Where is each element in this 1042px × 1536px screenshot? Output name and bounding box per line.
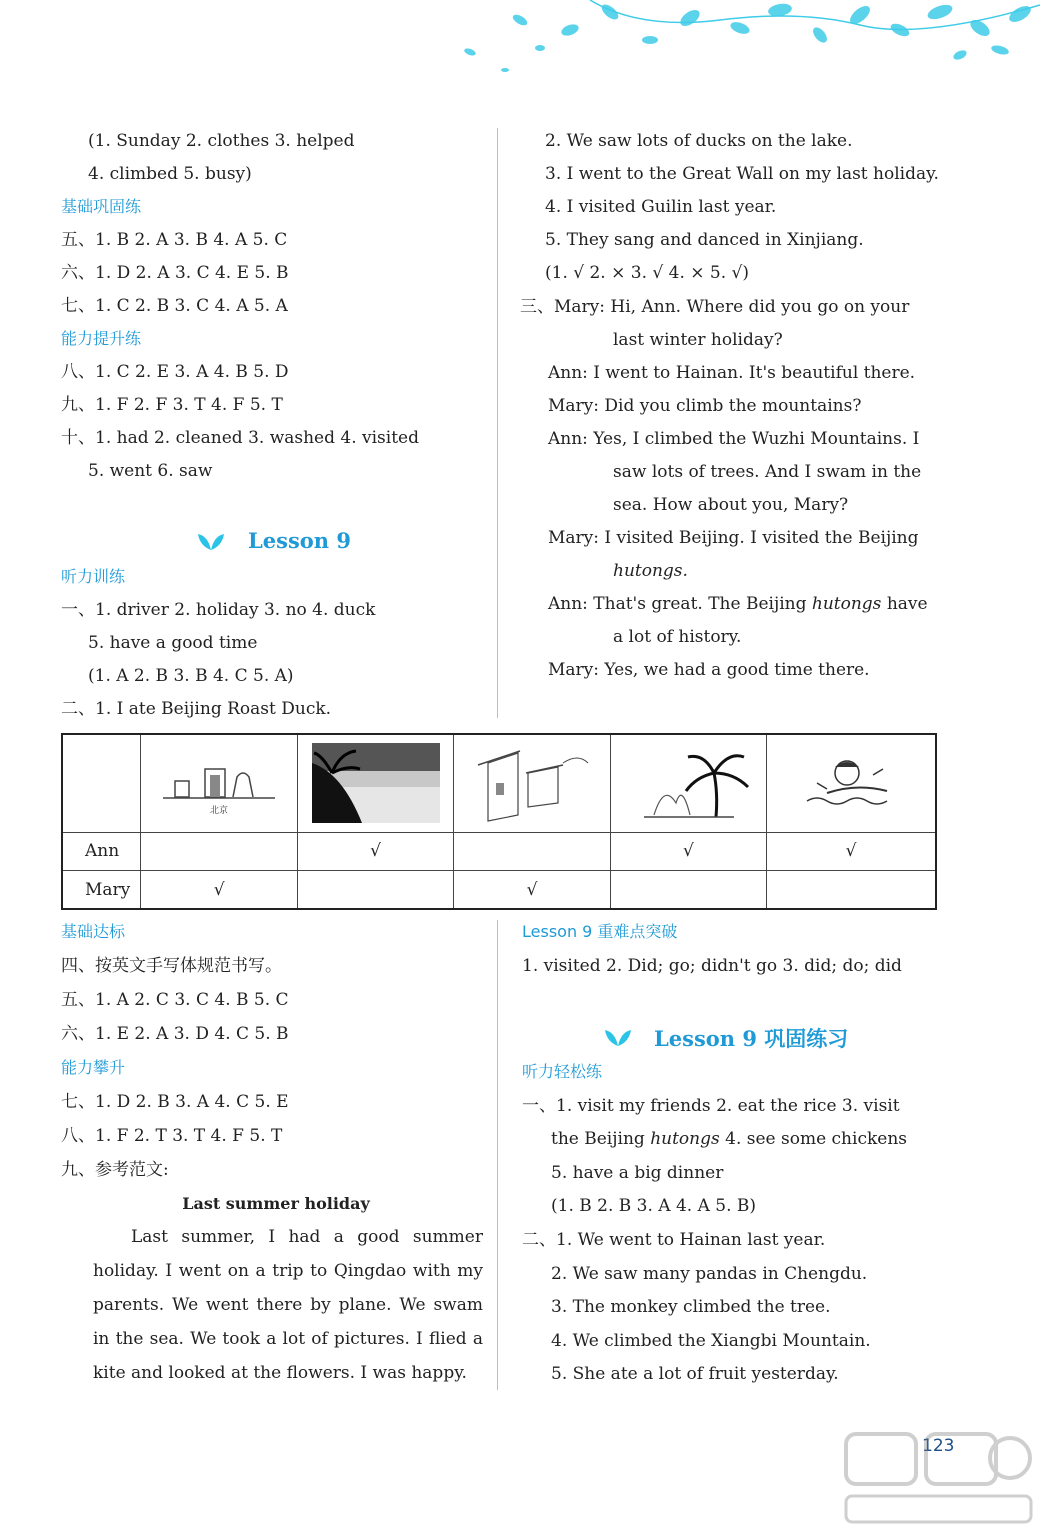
section-heading-ability-climb: 能力攀升 — [61, 1058, 126, 1077]
dialogue-line: Mary: Did you climb the mountains? — [548, 396, 862, 416]
answer-line: 4. I visited Guilin last year. — [545, 197, 777, 217]
answer-line: 2. We saw many pandas in Chengdu. — [551, 1264, 868, 1284]
answer-line: 3. The monkey climbed the tree. — [551, 1297, 831, 1317]
page-number: 123 — [922, 1436, 955, 1456]
answer-line: 一、1. driver 2. holiday 3. no 4. duck — [61, 600, 376, 620]
answer-line: 1. visited 2. Did; go; didn't go 3. did; do; did — [522, 956, 902, 976]
dialogue-line: last winter holiday? — [613, 330, 783, 350]
column-divider-top — [497, 128, 498, 718]
picture-cell — [454, 734, 610, 832]
answer-line: 八、1. C 2. E 3. A 4. B 5. D — [61, 362, 289, 382]
answer-line: 八、1. F 2. T 3. T 4. F 5. T — [61, 1126, 283, 1146]
dialogue-line: Ann: Yes, I climbed the Wuzhi Mountains. I — [548, 429, 920, 449]
leaf-icon — [603, 1026, 633, 1048]
picture-cell — [610, 734, 766, 832]
answer-line: 六、1. D 2. A 3. C 4. E 5. B — [61, 263, 289, 283]
dialogue-line: Ann: I went to Hainan. It's beautiful there. — [548, 363, 916, 383]
swimming-picture — [787, 743, 915, 823]
section-heading-basic: 基础巩固练 — [61, 197, 142, 216]
check-cell: √ — [767, 832, 936, 870]
essay-text: Last summer, I had a good summer holiday. I went on a trip to Qingdao with my parents. We went there by plane. We swam in the sea. We took a lot of pictures. I flied a kite and looked at the flowers. I was happy. — [93, 1227, 483, 1383]
holiday-table — [61, 733, 937, 910]
section-heading-easy-listening: 听力轻松练 — [522, 1062, 603, 1081]
picture-cell — [297, 734, 453, 832]
check-cell — [454, 832, 610, 870]
dialogue-line: a lot of history. — [613, 627, 742, 647]
answer-line: (1. B 2. B 3. A 4. A 5. B) — [551, 1196, 757, 1216]
check-cell: √ — [297, 832, 453, 870]
dialogue-line: hutongs. — [613, 561, 688, 581]
answer-line: (1. √ 2. × 3. √ 4. × 5. √) — [545, 263, 749, 283]
svg-text:北京: 北京 — [210, 806, 229, 817]
answer-line: 九、参考范文: — [61, 1160, 169, 1180]
answer-line: 3. I went to the Great Wall on my last holiday. — [545, 164, 939, 184]
dialogue-line: Ann: That's great. The Beijing hutongs have — [548, 594, 928, 614]
column-divider-bottom — [497, 920, 498, 1390]
decorative-leaves — [440, 0, 1042, 90]
answer-line: 七、1. C 2. B 3. C 4. A 5. A — [61, 296, 288, 316]
check-cell — [610, 871, 766, 909]
answer-line: (1. A 2. B 3. B 4. C 5. A) — [88, 666, 294, 686]
check-cell — [767, 871, 936, 909]
watermark-logo — [840, 1428, 1035, 1528]
lesson-title: Lesson 9 — [248, 528, 351, 553]
answer-line: 七、1. D 2. B 3. A 4. C 5. E — [61, 1092, 289, 1112]
answer-line: 2. We saw lots of ducks on the lake. — [545, 131, 853, 151]
answer-line: 二、1. We went to Hainan last year. — [522, 1230, 826, 1250]
answer-line: 5. She ate a lot of fruit yesterday. — [551, 1364, 839, 1384]
hutong-picture — [468, 743, 596, 823]
answer-line: 五、1. A 2. C 3. C 4. B 5. C — [61, 990, 289, 1010]
row-label-ann: Ann — [62, 832, 141, 870]
row-label-mary: Mary — [62, 871, 141, 909]
answer-line: 4. We climbed the Xiangbi Mountain. — [551, 1331, 871, 1351]
section-heading-ability: 能力提升练 — [61, 329, 142, 348]
check-cell: √ — [454, 871, 610, 909]
dialogue-line: 三、Mary: Hi, Ann. Where did you go on your — [520, 297, 910, 317]
check-cell — [297, 871, 453, 909]
answer-line: 五、1. B 2. A 3. B 4. A 5. C — [61, 230, 288, 250]
answer-line: 5. have a good time — [88, 633, 258, 653]
beach-picture — [312, 743, 440, 823]
answer-line: 4. climbed 5. busy) — [88, 164, 252, 184]
beijing-picture — [155, 743, 283, 823]
check-cell: √ — [141, 871, 297, 909]
lesson-practice-title: Lesson 9 巩固练习 — [654, 1026, 849, 1051]
dialogue-line: Mary: Yes, we had a good time there. — [548, 660, 870, 680]
table-corner-cell — [62, 734, 141, 832]
check-cell: √ — [610, 832, 766, 870]
essay-title: Last summer holiday — [182, 1194, 370, 1213]
answer-line: 5. have a big dinner — [551, 1163, 724, 1183]
check-cell — [141, 832, 297, 870]
palm-picture — [624, 743, 752, 823]
dialogue-line: sea. How about you, Mary? — [613, 495, 849, 515]
answer-line: 十、1. had 2. cleaned 3. washed 4. visited — [61, 428, 419, 448]
picture-cell — [767, 734, 936, 832]
answer-line: the Beijing hutongs 4. see some chickens — [551, 1129, 908, 1149]
leaf-icon — [196, 530, 226, 552]
answer-line: 5. went 6. saw — [88, 461, 213, 481]
answer-line: 5. They sang and danced in Xinjiang. — [545, 230, 864, 250]
answer-line: 九、1. F 2. F 3. T 4. F 5. T — [61, 395, 283, 415]
dialogue-line: Mary: I visited Beijing. I visited the Beijing — [548, 528, 919, 548]
dialogue-line: saw lots of trees. And I swam in the — [613, 462, 922, 482]
answer-line: (1. Sunday 2. clothes 3. helped — [88, 131, 355, 151]
answer-line: 四、按英文手写体规范书写。 — [61, 956, 282, 976]
answer-line: 一、1. visit my friends 2. eat the rice 3. visit — [522, 1096, 900, 1116]
section-heading-basic-target: 基础达标 — [61, 922, 126, 941]
section-heading-key-points: Lesson 9 重难点突破 — [522, 922, 678, 941]
section-heading-listening: 听力训练 — [61, 567, 126, 586]
answer-line: 六、1. E 2. A 3. D 4. C 5. B — [61, 1024, 289, 1044]
answer-line: 二、1. I ate Beijing Roast Duck. — [61, 699, 332, 719]
picture-cell — [141, 734, 297, 832]
